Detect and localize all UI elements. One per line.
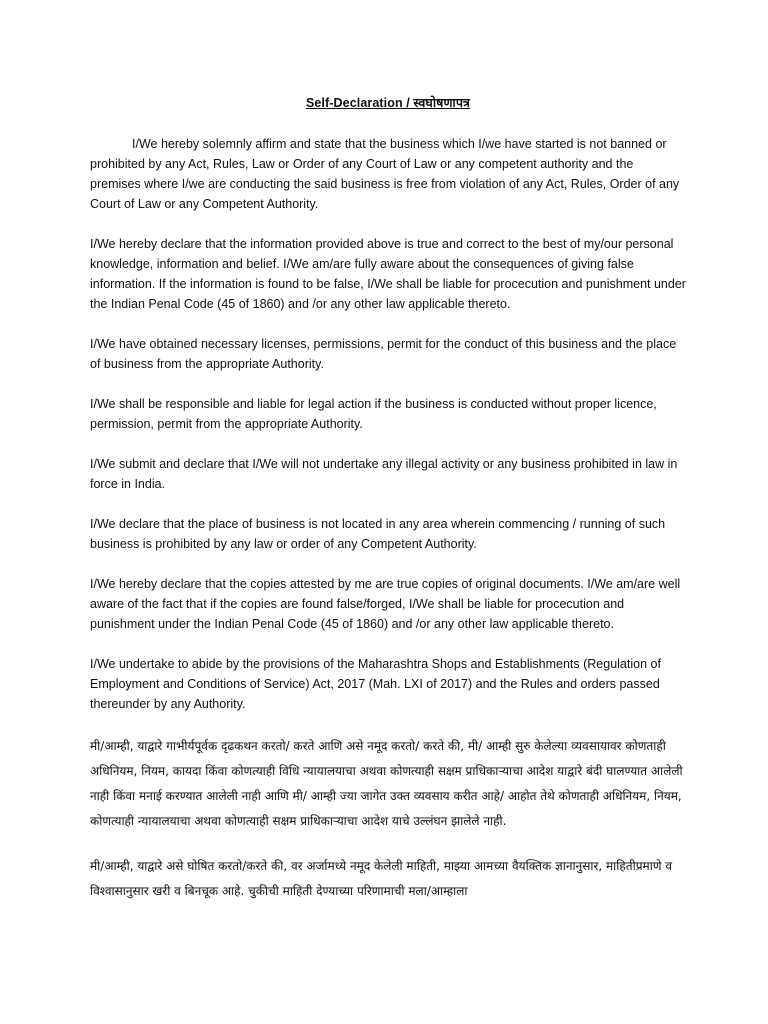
paragraph-licenses: I/We have obtained necessary licenses, permissions, permit for the conduct of this business and the place of business from the appropriate Authority. bbox=[90, 337, 677, 371]
paragraph-attested-copies: I/We hereby declare that the copies attested by me are true copies of original documents. I/We am/are well aware of the fact that if the copies are found false/forged, I/We shall be liable for procecution and punishment under the Indian Penal Code (45 of 1860) and /or any other law applicable thereto. bbox=[90, 577, 681, 631]
paragraph-place-of-business: I/We declare that the place of business is not located in any area wherein commencing / running of such business is prohibited by any law or order of any Competent Authority. bbox=[90, 517, 666, 551]
paragraph-liability: I/We shall be responsible and liable for legal action if the business is conducted without proper licence, permission, permit from the appropriate Authority. bbox=[90, 397, 657, 431]
paragraph-information-true: I/We hereby declare that the information provided above is true and correct to the best of my/our personal knowledge, information and belief. I/We am/are fully aware about the consequences of giving false information. If the information is found to be false, I/We shall be liable for procecution and punishment under the Indian Penal Code (45 of 1860) and /or any other law applicable thereto. bbox=[90, 237, 686, 311]
paragraph-no-illegal-activity: I/We submit and declare that I/We will not undertake any illegal activity or any business prohibited in law in force in India. bbox=[90, 457, 678, 491]
paragraph-undertaking: I/We undertake to abide by the provisions of the Maharashtra Shops and Establishments (Regulation of Employment and Conditions of Service) Act, 2017 (Mah. LXI of 2017) and the Rules and orders passed thereunder by any Authority. bbox=[90, 657, 661, 711]
paragraph-affirmation: I/We hereby solemnly affirm and state that the business which I/we have started is not banned or prohibited by any Act, Rules, Law or Order of any Court of Law or any competent authority and the premises where I/we are conducting the said business is free from violation of any Act, Rules, Order of any Court of Law or any Competent Authority. bbox=[90, 137, 680, 211]
paragraph-marathi-affirmation: मी/आम्ही, याद्वारे गाभीर्यपूर्वक दृढकथन करतो/ करते आणि असे नमूद करतो/ करते की, मी/ आम्ही सुरु केलेल्या व्यवसायावर कोणताही अधिनियम, नियम, कायदा किंवा कोणत्याही विधि न्यायालयाचा अथवा कोणत्याही सक्षम प्राधिकाऱ्याचा आदेश याद्वारे बंदी घालण्यात आलेली नाही किंवा मनाई करण्यात आलेली नाही आणि मी/ आम्ही ज्या जागेत उक्त व्यवसाय करीत आहे/ आहोत तेथे कोणताही अधिनियम, नियम, कोणत्याही न्यायालयाचा अथवा कोणत्याही सक्षम प्राधिकाऱ्याचा आदेश याचे उल्लंघन झालेले नाही. bbox=[90, 739, 683, 828]
document-page bbox=[90, 94, 686, 924]
document-title: Self-Declaration / स्वघोषणापत्र bbox=[305, 96, 471, 110]
paragraph-marathi-declaration: मी/आम्ही, याद्वारे असे घोषित करतो/करते की, वर अर्जामध्ये नमूद केलेली माहिती, माझ्या आमच्या वैयक्तिक ज्ञानानुसार, माहितीप्रमाणे व विश्वासानुसार खरी व बिनचूक आहे. चुकीची माहिती देण्याच्या परिणामाची मला/आम्हाला bbox=[90, 859, 672, 898]
